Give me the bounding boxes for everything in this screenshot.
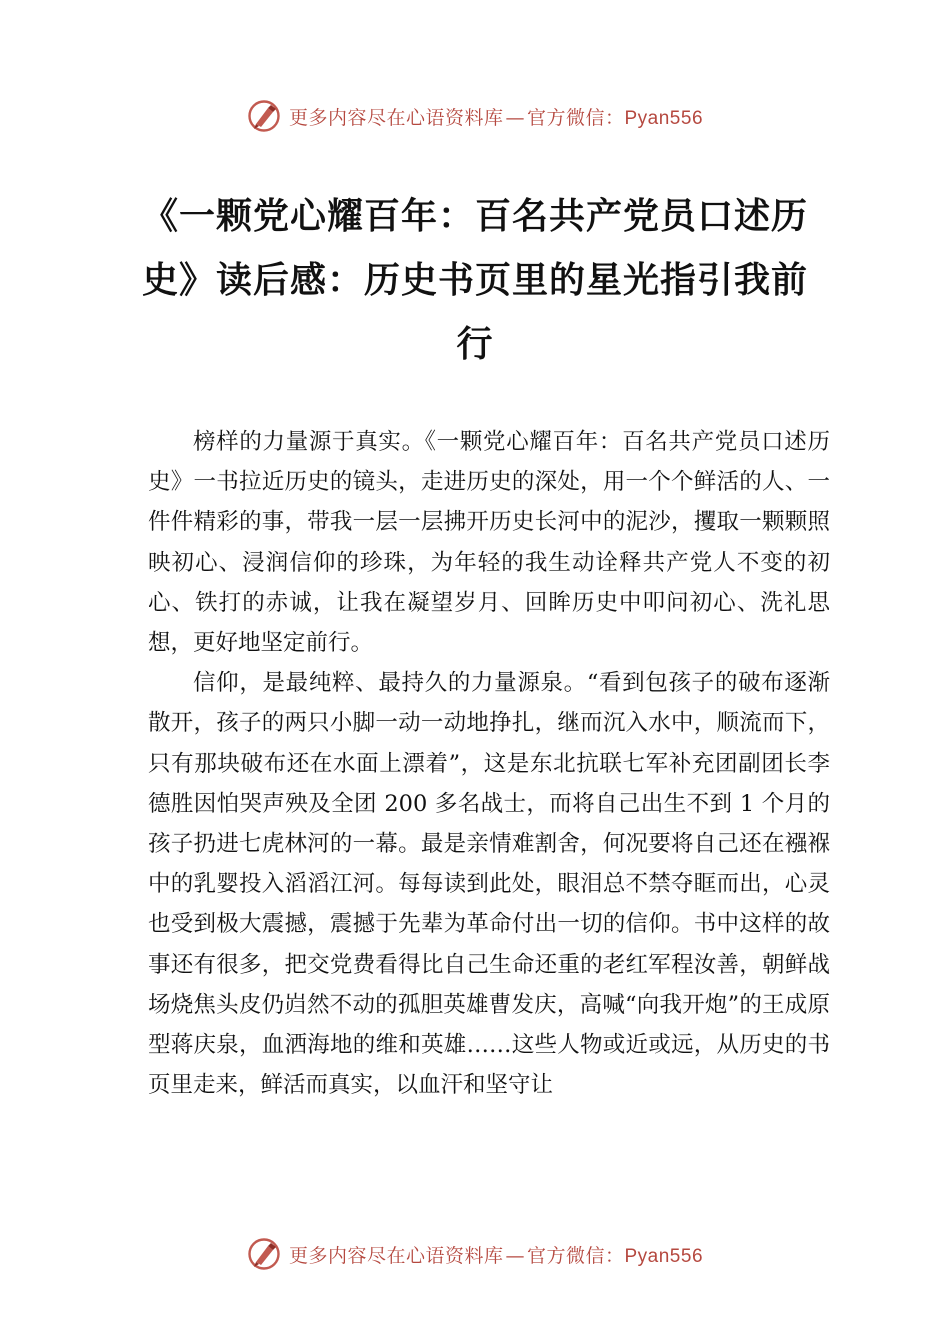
header-banner — [0, 96, 950, 136]
footer-banner — [0, 1234, 950, 1274]
banner-content — [247, 1237, 703, 1271]
article-body — [148, 422, 830, 1105]
document-title: 《一颗党心耀百年：百名共产党员口述历史》读后感：历史书页里的星光指引我前行 — [141, 195, 808, 365]
banner-text: 更多内容尽在心语资料库 — 官方微信：Pyan556 — [288, 106, 704, 129]
pen-logo-icon — [247, 99, 281, 133]
paragraph-2: 信仰，是最纯粹、最持久的力量源泉。“看到包孩子的破布逐渐散开，孩子的两只小脚一动一动地挣扎，继而沉入水中，顺流而下，只有那块破布还在水面上漂着”，这是东北抗联七军补充团副团长李德胜因怕哭声殃及全团 200 多名战士，而将自己出生不到 1 个月的孩子扔进七虎林河的一幕。最是亲情难割舍，何况要将自己还在襁褓中的乳婴投入滔滔江河。每每读到此处，眼泪总不禁夺眶而出，心灵也受到极大震撼，震撼于先辈为革命付出一切的信仰。书中这样的故事还有很多，把交党费看得比自己生命还重的老红军程汝善，朝鲜战场烧焦头皮仍岿然不动的孤胆英雄曹发庆，高喊“向我开炮”的王成原型蒋庆泉，血洒海地的维和英雄……这些人物或近或远，从历史的书页里走来，鲜活而真实，以血汗和坚守让 — [148, 670, 830, 1099]
banner-text: 更多内容尽在心语资料库 — 官方微信：Pyan556 — [288, 1244, 704, 1267]
banner-content — [247, 99, 703, 133]
paragraph-1: 榜样的力量源于真实。《一颗党心耀百年：百名共产党员口述历史》一书拉近历史的镜头，走进历史的深处，用一个个鲜活的人、一件件精彩的事，带我一层一层拂开历史长河中的泥沙，攫取一颗颗照映初心、浸润信仰的珍珠，为年轻的我生动诠释共产党人不变的初心、铁打的赤诚，让我在凝望岁月、回眸历史中叩问初心、洗礼思想，更好地坚定前行。 — [148, 429, 830, 657]
pen-logo-icon — [247, 1237, 281, 1271]
